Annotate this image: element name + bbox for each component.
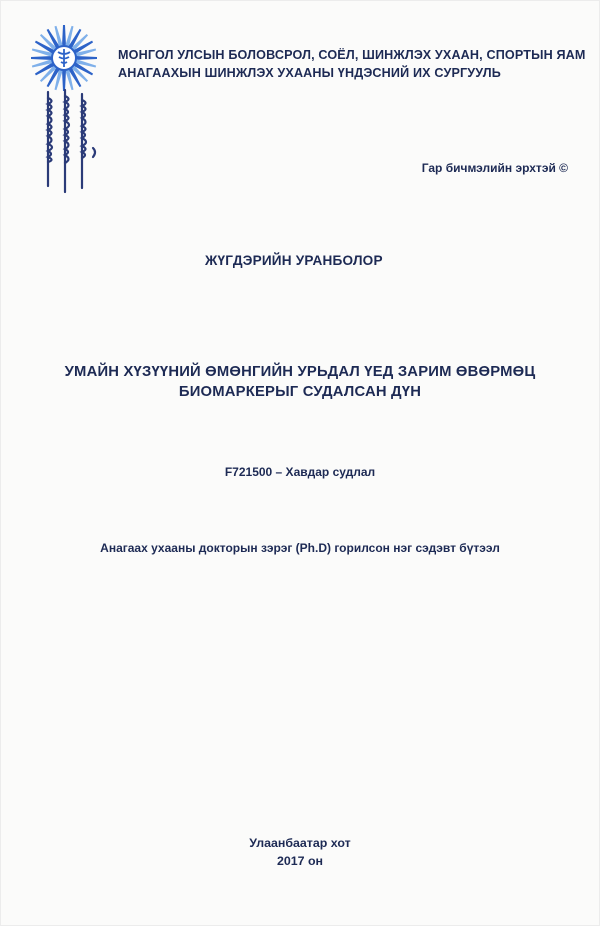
degree-statement: Анагаах ухааны докторын зэрэг (Ph.D) горилсон нэг сэдэвт бүтээл (100, 541, 500, 555)
ministry-name: МОНГОЛ УЛСЫН БОЛОВСРОЛ, СОЁЛ, ШИНЖЛЭХ УХААН, СПОРТЫН ЯАМ (118, 48, 586, 62)
university-emblem-icon (30, 24, 98, 92)
thesis-title-line-1: УМАЙН ХҮЗҮҮНИЙ ӨМӨНГИЙН УРЬДАЛ ҮЕД ЗАРИМ ӨВӨРМӨЦ (64, 364, 536, 380)
thesis-title-line-2: БИОМАРКЕРЫГ СУДАЛСАН ДҮН (178, 384, 422, 400)
copyright-note: Гар бичмэлийн эрхтэй © (421, 161, 568, 175)
university-name: АНАГААХЫН ШИНЖЛЭХ УХААНЫ ҮНДЭСНИЙ ИХ СУРГУУЛЬ (118, 66, 501, 80)
place-and-year (0, 834, 600, 870)
year: 2017 он (276, 854, 324, 868)
city: Улаанбаатар хот (249, 836, 351, 850)
author-name: ЖҮГДЭРИЙН УРАНБОЛОР (205, 253, 383, 268)
mongolian-script-seal (38, 88, 100, 198)
institution-header (118, 46, 588, 82)
specialty-code: F721500 – Хавдар судлал (224, 465, 376, 479)
thesis-title (0, 362, 600, 402)
